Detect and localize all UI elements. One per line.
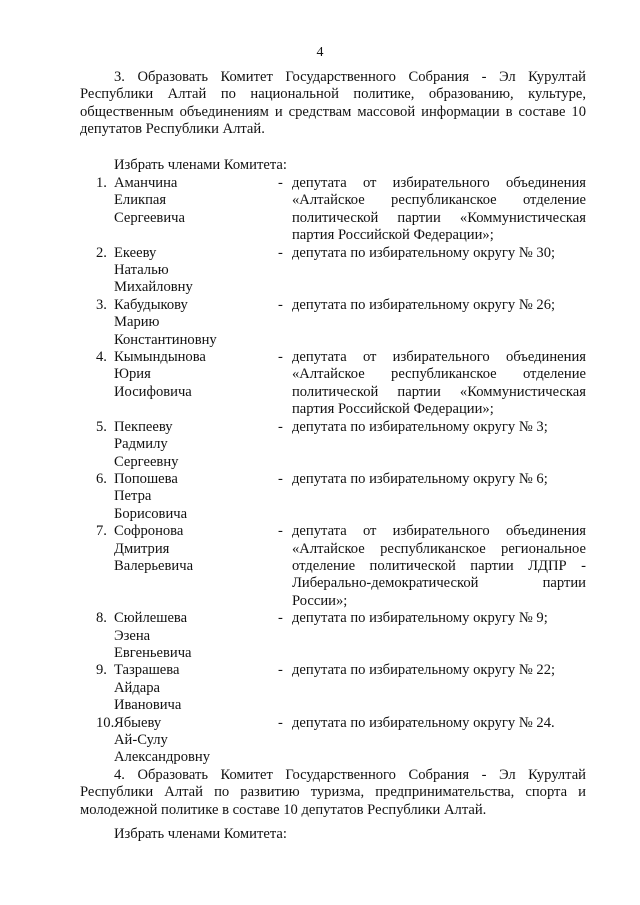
member-number-text: 3. [96,296,107,313]
member-number-text: 2. [96,244,107,261]
member-item [80,715,586,767]
member-name-line: Сюйлешева [114,610,188,627]
member-item [80,245,586,297]
member-description-line: политической партии «Коммунистическая [292,383,586,400]
member-item [80,349,586,419]
member-name-line: Сергеевну [114,453,179,470]
member-name-line: Дмитрия [114,540,170,557]
member-name-line: Попошева [114,470,178,487]
member-description-last-line: депутата по избирательному округу № 9; [292,610,548,627]
member-number [80,245,114,262]
member-number-text: 8. [96,610,107,627]
member-name-line: Екееву [114,244,157,261]
member-name-line: Валерьевича [114,557,194,574]
member-description [292,349,586,419]
member-name-line: Александровну [114,749,210,766]
member-name-line: Кабудыкову [114,296,188,313]
member-description-line: политической партии «Коммунистическая [292,209,586,226]
member-description-line: «Алтайское республиканское региональное [292,540,586,557]
members-list [80,175,586,767]
member-dash: - [278,349,283,366]
member-name-line: Петра [114,488,152,505]
paragraph-committee-4: 4. Образовать Комитет Государственного Собрания - Эл Курултай Республики Алтай по развитию туризма, предпринимательства, спорта и молодежной политике в составе 10 депутатов Республики Алтай. [80,767,586,818]
member-name-line: Аманчина [114,175,178,191]
member-name [114,245,278,297]
member-name-line: Евгеньевича [114,644,192,661]
member-description [292,471,586,488]
member-number-text: 5. [96,418,107,435]
member-description [292,419,586,436]
member-name-line: Пекпееву [114,418,173,435]
member-number [80,175,114,192]
member-number-text: 7. [96,523,107,540]
member-description-last-line: депутата по избирательному округу № 6; [292,470,548,487]
member-name-line: Айдара [114,679,161,696]
member-name-line: Ябыеву [114,714,162,731]
member-number [80,471,114,488]
member-dash: - [278,244,283,261]
member-number-text: 6. [96,470,107,487]
member-name-line: Марию [114,314,160,331]
member-description-last-line: депутата по избирательному округу № 3; [292,418,548,435]
paragraph-committee-3: 3. Образовать Комитет Государственного Собрания - Эл Курултай Республики Алтай по национальной политике, образованию, культуре, общественным объединениям и средствам массовой информации в составе 10 депутатов Республики Алтай. [80,69,586,138]
member-name-line: Радмилу [114,436,168,453]
member-number [80,715,114,732]
member-description-line: депутата от избирательного объединения [292,175,586,191]
member-number [80,419,114,436]
member-name-line: Кымындынова [114,349,206,366]
member-description [292,175,586,245]
member-dash: - [278,470,283,487]
member-number-text: 9. [96,662,107,679]
member-item [80,297,586,349]
member-item [80,419,586,471]
member-number [80,349,114,366]
member-description-line: Либерально-демократической партии [292,575,586,592]
member-number [80,610,114,627]
member-description [292,715,586,732]
member-item [80,175,586,245]
member-description-last-line: депутата по избирательному округу № 24. [292,714,555,731]
member-dash: - [278,714,283,731]
member-dash: - [278,662,283,679]
member-description-last-line: депутата по избирательному округу № 26; [292,296,556,313]
member-name [114,419,278,471]
member-name-line: Тазрашева [114,662,180,679]
member-name-line: Юрия [114,366,151,383]
member-description-last-line: партия Российской Федерации»; [292,401,494,418]
member-name-line: Ивановича [114,697,182,714]
member-name-line: Иосифовича [114,383,192,400]
member-number [80,523,114,540]
member-name-line: Борисовича [114,505,188,522]
elect-members-heading-4: Избрать членами Комитета: [114,826,287,842]
member-item [80,610,586,662]
member-number-text: 1. [96,175,107,191]
member-description [292,297,586,314]
member-description [292,245,586,262]
member-description-line: «Алтайское республиканское отделение [292,192,586,209]
member-name-line: Софронова [114,523,184,540]
member-description [292,662,586,679]
elect-members-heading-3: Избрать членами Комитета: [114,157,287,173]
member-dash: - [278,296,283,313]
page-number: 4 [316,45,324,60]
member-name [114,471,278,523]
member-name [114,523,278,575]
member-name [114,610,278,662]
member-name-line: Сергеевича [114,209,185,226]
member-name-line: Михайловну [114,279,193,296]
member-name [114,175,278,227]
member-name-line: Ай-Сулу [114,732,168,748]
member-dash: - [278,610,283,627]
member-description-last-line: депутата по избирательному округу № 30; [292,244,556,261]
member-name-line: Наталью [114,262,169,279]
member-name [114,297,278,349]
member-name [114,662,278,714]
member-description [292,523,586,610]
member-dash: - [278,175,283,191]
member-number [80,297,114,314]
member-description [292,610,586,627]
member-name [114,349,278,401]
member-description-last-line: депутата по избирательному округу № 22; [292,662,556,679]
member-item [80,523,586,610]
member-description-line: «Алтайское республиканское отделение [292,366,586,383]
member-name-line: Эзена [114,627,151,644]
member-name [114,715,278,767]
member-description-last-line: партия Российской Федерации»; [292,227,494,244]
member-number-text: 10. [96,714,115,731]
member-name-line: Константиновну [114,331,217,348]
member-description-line: депутата от избирательного объединения [292,523,586,540]
member-item [80,662,586,714]
member-name-line: Еликпая [114,192,167,209]
member-dash: - [278,418,283,435]
member-description-last-line: России»; [292,592,348,609]
member-number [80,662,114,679]
member-dash: - [278,523,283,540]
member-description-line: отделение политической партии ЛДПР - [292,557,586,574]
member-item [80,471,586,523]
member-description-line: депутата от избирательного объединения [292,349,586,366]
member-number-text: 4. [96,349,107,366]
